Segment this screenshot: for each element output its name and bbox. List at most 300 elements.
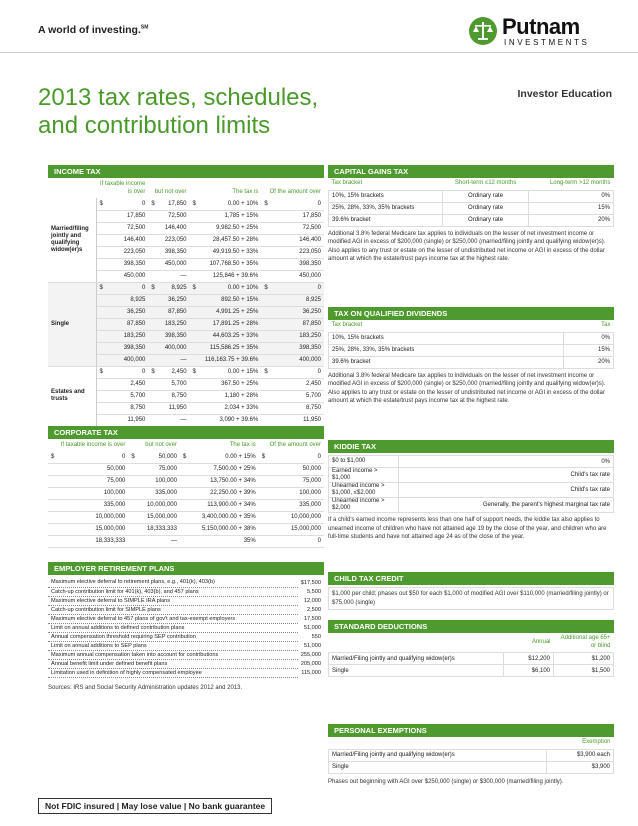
cell: 223,050 [106,246,148,258]
plan-label: Limit on annual additions to defined contribution plans [48,623,298,632]
cell: 36,250 [273,306,324,318]
cell: 72,500 [106,222,148,234]
cell [190,402,197,414]
personal-exemptions-header: PERSONAL EXEMPTIONS [328,724,614,737]
capital-gains-table [328,178,614,227]
cell [261,210,273,222]
cell [148,306,156,318]
cell: 17,850 [273,210,324,222]
source-note: Sources: IRS and Social Security Administration updates 2012 and 2013. [48,684,243,691]
cell: 450,000 [156,258,189,270]
cell: 10,000,000 [139,499,180,511]
cell: $ [148,198,156,210]
corporate-tax-section [48,426,324,548]
cell: 5,700 [273,390,324,402]
col-short: Short-term ≤12 months [454,180,517,186]
cell [96,270,106,282]
short-term: Ordinary rate [443,214,529,226]
cell [148,246,156,258]
plan-value: 205,000 [300,660,321,667]
cell: 4,991.25 + 25% [196,306,261,318]
plan-label: Maximum annual compensation taken into account for contributions [48,650,298,659]
cell [261,414,273,426]
cell: $ [148,282,156,294]
col-tax: The tax is [232,189,259,195]
cell [190,354,197,366]
cell [148,414,156,426]
cell: 49,919.50 + 33% [196,246,261,258]
cell: 100,000 [272,487,324,499]
fdic-disclaimer: Not FDIC insured | May lose value | No bank guarantee [38,798,272,814]
top-bar [0,0,638,52]
income-range: Earned income > $1,000 [329,468,399,483]
brand-name: Putnam [502,14,580,39]
list-item [48,578,324,587]
cell: 72,500 [273,222,324,234]
kiddie-tax-section [328,440,614,542]
table-row [48,282,324,294]
personal-exemptions-table [328,737,614,774]
table-row [329,202,614,214]
tax: 20% [564,356,614,368]
cell [190,246,197,258]
cell: 183,250 [106,330,148,342]
table-row [48,511,324,523]
cell [259,535,272,547]
cell: 17,891.25 + 28% [196,318,261,330]
personal-exemptions-section [328,724,614,786]
cell [190,378,197,390]
corporate-tax-header: CORPORATE TAX [48,426,324,439]
cell: 400,000 [273,354,324,366]
cell: — [139,535,180,547]
plan-label: Catch-up contribution limit for SIMPLE plans [48,605,298,614]
rate: Child's tax rate [399,468,614,483]
cell [128,463,139,475]
tagline: A world of investing.℠ [38,24,149,36]
cell [261,234,273,246]
plan-label: Maximum elective deferral to 457 plans of gov't and tax-exempt employers [48,614,298,623]
income-range: $0 to $1,000 [329,456,399,468]
plan-value: 255,000 [300,651,321,658]
cell: 367.50 + 25% [196,378,261,390]
cell: 107,768.50 + 35% [196,258,261,270]
cell: 223,050 [156,234,189,246]
cell: 335,000 [272,499,324,511]
cell: 125,846 + 39.6% [196,270,261,282]
list-item [48,596,324,605]
group-label: Married/filing jointly and qualifying widow(er)s [48,198,96,282]
cell: 87,850 [273,318,324,330]
cell: 1,180 + 28% [196,390,261,402]
cell: 75,000 [65,475,129,487]
standard-deductions-section [328,620,614,677]
table-row [48,463,324,475]
plan-value: 550 [311,633,321,640]
col-long: Long-term >12 months [549,180,611,186]
cell: 15,000,000 [139,511,180,523]
col-tax: Tax [601,322,611,328]
exemption: $3,900 each [546,749,613,761]
cell: 18,333,333 [139,523,180,535]
plan-value: 51,000 [303,624,321,631]
cell: 892.50 + 15% [196,294,261,306]
cell [259,463,272,475]
cell [190,258,197,270]
cell: 0.00 + 10% [196,198,261,210]
cell: 0 [65,451,129,463]
cell: — [156,414,189,426]
cell: 398,350 [156,246,189,258]
col-not-over: but not over [145,442,177,448]
cell [96,342,106,354]
cell [96,246,106,258]
cell: — [156,354,189,366]
cell: 75,000 [272,475,324,487]
cell: $ [180,451,191,463]
plan-label: Annual benefit limit under defined benefit plans [48,659,298,668]
cell [128,499,139,511]
cell: 17,850 [156,198,189,210]
cell: 11,950 [273,414,324,426]
cell: 44,603.25 + 33% [196,330,261,342]
cell: 398,350 [106,342,148,354]
bracket: 39.6% bracket [329,214,443,226]
cell [261,306,273,318]
list-item [48,623,324,632]
cell [259,475,272,487]
cell: $ [190,282,197,294]
cell: 5,700 [106,390,148,402]
filing-status: Single [329,761,547,773]
cell: 8,750 [156,390,189,402]
filing-status: Single [329,665,504,677]
cell [261,390,273,402]
cell [261,330,273,342]
cell: $ [96,198,106,210]
cell [180,523,191,535]
cell [180,463,191,475]
cell: 50,000 [139,451,180,463]
cell [48,511,65,523]
cell [148,210,156,222]
annual: $6,100 [504,665,554,677]
cell: 146,400 [106,234,148,246]
cell [261,318,273,330]
cell: 8,925 [273,294,324,306]
cell: 50,000 [65,463,129,475]
short-term: Ordinary rate [443,202,529,214]
cell: 0 [273,198,324,210]
table-row [329,749,614,761]
cell [48,523,65,535]
cell: 15,000,000 [272,523,324,535]
dividends-table [328,320,614,369]
cell [259,511,272,523]
table-row [329,344,614,356]
col-bracket: Tax bracket [331,180,363,186]
cell: 3,090 + 39.6% [196,414,261,426]
cell: 8,750 [273,402,324,414]
cell: 0 [106,282,148,294]
cell: — [156,270,189,282]
cell: $ [261,198,273,210]
cell [148,234,156,246]
cell [48,535,65,547]
plan-label: Maximum elective deferral to retirement plans, e.g., 401(k), 403(b) [48,578,298,587]
cell [190,234,197,246]
cell [261,258,273,270]
table-row [329,653,614,665]
cell: 3,400,000.00 + 35% [191,511,259,523]
cell [261,294,273,306]
long-term: 20% [529,214,614,226]
cell: 0 [106,366,148,378]
bracket: 25%, 28%, 33%, 35% brackets [329,202,443,214]
kiddie-tax-header: KIDDIE TAX [328,440,614,453]
cell: $ [261,366,273,378]
cell [148,294,156,306]
cell: 398,350 [156,330,189,342]
col-exemption: Exemption [582,739,611,745]
cell [190,306,197,318]
cell [190,390,197,402]
tax: 0% [564,332,614,344]
cell: $ [48,451,65,463]
cell [261,354,273,366]
cell: 75,000 [139,463,180,475]
cell [148,222,156,234]
cell [261,270,273,282]
cell [148,330,156,342]
table-row [329,214,614,226]
child-credit-header: CHILD TAX CREDIT [328,572,614,585]
cell: 146,400 [273,234,324,246]
cell: 11,950 [156,402,189,414]
cell: 0 [272,451,324,463]
annual: $12,200 [504,653,554,665]
cell [190,414,197,426]
bracket: 10%, 15% brackets [329,190,443,202]
cell [180,535,191,547]
table-row [329,356,614,368]
cell: 8,750 [106,402,148,414]
cell [261,378,273,390]
capital-gains-note: Additional 3.8% federal Medicare tax applies to individuals on the lesser of net investment income or modified AGI in excess of $200,000 (single) or $250,000 (married/filing jointly and qualifying widow(er)s). Also applies to any trust or estate on the lesser of undistributed net income or AGI in excess of the dollar amount at which the estate/trust pays income tax at the highest rate. [328,230,606,263]
cell: $ [148,366,156,378]
cell: 87,850 [156,306,189,318]
cell [48,475,65,487]
income-tax-header: INCOME TAX [48,165,324,178]
col-additional: Additional age 65+ or blind [560,635,611,649]
cell: 11,950 [106,414,148,426]
dividends-section [328,307,614,406]
long-term: 0% [529,190,614,202]
child-credit-text: $1,000 per child; phases out $50 for each $1,000 of modified AGI over $110,000 (married/filing jointly) or $75,000 (single) [328,587,614,610]
long-term: 15% [529,202,614,214]
cell [96,222,106,234]
cell: 28,457.50 + 28% [196,234,261,246]
plan-label: Annual compensation threshold requiring SEP contribution [48,632,298,641]
cell [128,511,139,523]
cell [190,210,197,222]
plan-value: 51,000 [303,642,321,649]
cell [148,342,156,354]
cell [180,499,191,511]
kiddie-tax-table [328,455,614,513]
cell: 146,400 [156,222,189,234]
list-item [48,587,324,596]
cell [48,487,65,499]
cell [96,294,106,306]
plan-label: Maximum elective deferral to SIMPLE IRA plans [48,596,298,605]
cell [96,378,106,390]
rate: 0% [399,456,614,468]
col-tax: The tax is [229,442,256,448]
cell [261,246,273,258]
filing-status: Married/Filing jointly and qualifying widow(er)s [329,749,547,761]
standard-deductions-table [328,633,614,677]
cell [96,318,106,330]
header-rule [0,52,638,53]
putnam-logo [468,14,618,50]
cell: 35% [191,535,259,547]
cell: 9,982.50 + 25% [196,222,261,234]
cell [148,270,156,282]
bracket: 25%, 28%, 33%, 35% brackets [329,344,564,356]
list-item [48,614,324,623]
additional: $1,200 [554,653,614,665]
cell: 0 [273,366,324,378]
cell [148,402,156,414]
cell [259,499,272,511]
cell: 36,250 [156,294,189,306]
cell [48,499,65,511]
rate: Generally, the parent's highest marginal tax rate [399,498,614,513]
income-range: Unearned income > $1,000, ≤$2,000 [329,483,399,498]
cell: 100,000 [65,487,129,499]
cell: 1,785 + 15% [196,210,261,222]
list-item [48,605,324,614]
cell: 2,450 [273,378,324,390]
group-label: Single [48,282,96,366]
cell: $ [259,451,272,463]
cell: 13,750.00 + 34% [191,475,259,487]
plan-value: 115,000 [301,669,321,676]
cell [190,318,197,330]
cell: 0.00 + 15% [191,451,259,463]
cell [148,354,156,366]
cell: 115,586.25 + 35% [196,342,261,354]
cell [96,390,106,402]
col-annual: Annual [531,638,551,645]
list-item [48,650,324,659]
cell: 400,000 [106,354,148,366]
plan-label: Limitation used in definition of highly compensated employee [48,668,298,677]
table-row [48,475,324,487]
table-row [48,487,324,499]
cell [190,330,197,342]
table-row [329,190,614,202]
cell [96,234,106,246]
plan-value: 5,500 [307,588,321,595]
plan-value: 12,000 [303,597,321,604]
cell: 36,250 [106,306,148,318]
cell [148,390,156,402]
cell: 2,034 + 33% [196,402,261,414]
table-row [48,366,324,378]
cell [96,210,106,222]
list-item [48,668,324,677]
cell: 0.00 + 10% [196,282,261,294]
cell: 72,500 [156,210,189,222]
col-over: If taxable income is over [100,181,146,195]
exemptions-note: Phases out beginning with AGI over $250,000 (single) or $300,000 (married/filing jointly). [328,778,564,785]
table-row [48,198,324,210]
plan-value: $17,500 [300,579,321,586]
cell: 0 [273,282,324,294]
table-row [48,451,324,463]
cell: 8,925 [156,282,189,294]
col-of: Of the amount over [269,442,321,448]
rate: Child's tax rate [399,483,614,498]
cell: 0 [272,535,324,547]
brand-sub: INVESTMENTS [504,38,590,47]
table-row [329,498,614,513]
income-tax-section [48,165,324,427]
cell [190,222,197,234]
table-row [329,332,614,344]
income-range: Unearned income > $2,000 [329,498,399,513]
cell [180,475,191,487]
cell [148,318,156,330]
cell: $ [261,282,273,294]
plan-value: 2,500 [307,606,321,613]
cell: 2,450 [156,366,189,378]
filing-status: Married/Filing jointly and qualifying widow(er)s [329,653,504,665]
income-tax-table [48,178,324,427]
cell: 183,250 [156,318,189,330]
cell [128,475,139,487]
cell: $ [190,198,197,210]
cell: 15,000,000 [65,523,129,535]
cell: 87,850 [106,318,148,330]
table-row [329,665,614,677]
cell [259,523,272,535]
cell [148,258,156,270]
cell: 18,333,333 [65,535,129,547]
cell: 0.00 + 15% [196,366,261,378]
cell: $ [96,282,106,294]
kiddie-note: If a child's earned income represents less than one half of support needs, the kiddie tax also applies to unearned income of children who have not attained age 19 by the close of the year, and children who are full-time students and have not attained age 24 as of the close of the year. [328,517,607,541]
col-not-over: but not over [154,189,187,195]
cell: 400,000 [156,342,189,354]
tax: 15% [564,344,614,356]
cell: 398,350 [106,258,148,270]
retirement-header: EMPLOYER RETIREMENT PLANS [48,562,324,575]
cell: $ [96,366,106,378]
plan-label: Limit on annual additions to SEP plans [48,641,298,650]
col-bracket: Tax bracket [331,322,363,328]
capital-gains-header: CAPITAL GAINS TAX [328,165,614,178]
cell: $ [190,366,197,378]
cell [128,535,139,547]
dividends-note: Additional 3.8% federal Medicare tax applies to individuals on the lesser of net investment income or modified AGI in excess of $200,000 (single) or $250,000 (married/filing jointly and qualifying widow(er)s). Also applies to any trust or estate on the lesser of undistributed net income or AGI in excess of the dollar amount at which the estate/trust pays income tax at the highest rate. [328,372,606,405]
cell [48,463,65,475]
cell [261,222,273,234]
cell: 10,000,000 [272,511,324,523]
list-item [48,632,324,641]
